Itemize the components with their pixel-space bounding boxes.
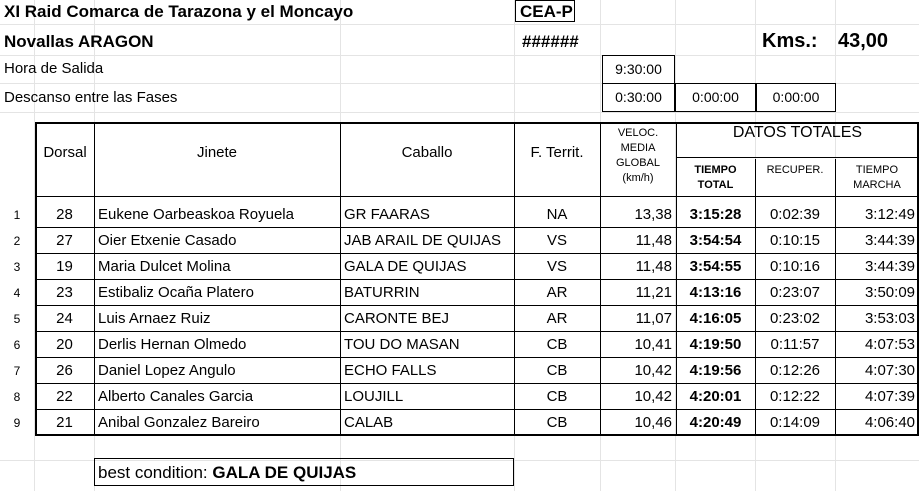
caballo-cell: GALA DE QUIJAS — [344, 258, 467, 275]
tiempo-total-cell: 4:20:01 — [689, 388, 742, 405]
tiempo-marcha-cell: 3:44:39 — [864, 258, 915, 275]
row-number: 1 — [13, 208, 21, 222]
best-condition-label: best condition: — [98, 463, 208, 482]
tiempo-total-cell: 4:20:49 — [689, 414, 742, 431]
best-condition-value: GALA DE QUIJAS — [212, 463, 357, 482]
overflow-cell[interactable]: ###### — [522, 32, 579, 51]
category-cell[interactable]: CEA-P — [515, 0, 575, 22]
table-row[interactable] — [0, 410, 919, 436]
tiempo-total-cell: 4:19:50 — [689, 336, 742, 353]
location-label: Novallas ARAGON — [4, 32, 154, 51]
dorsal-cell: 23 — [56, 284, 73, 301]
header-tiempo-total: TIEMPO TOTAL — [694, 164, 737, 191]
caballo-cell: CALAB — [344, 414, 394, 431]
tiempo-marcha-cell: 3:12:49 — [864, 206, 915, 223]
caballo-cell: TOU DO MASAN — [344, 336, 460, 353]
recuper-cell: 0:02:39 — [769, 206, 821, 223]
hora-salida-label: Hora de Salida — [4, 60, 104, 77]
row-number: 2 — [13, 234, 21, 248]
tiempo-total-cell: 4:19:56 — [689, 362, 742, 379]
dorsal-cell: 28 — [56, 206, 73, 223]
veloc-cell: 10,41 — [634, 336, 672, 353]
veloc-cell: 11,07 — [635, 310, 672, 327]
recuper-cell: 0:10:16 — [769, 258, 821, 275]
header-recuper: RECUPER. — [766, 164, 824, 176]
header-dorsal: Dorsal — [43, 144, 87, 161]
kms-label: Kms.: — [762, 30, 818, 52]
veloc-cell: 10,46 — [634, 414, 672, 431]
table-row[interactable] — [0, 306, 919, 332]
jinete-cell: Eukene Oarbeaskoa Royuela — [98, 206, 294, 223]
header-veloc: VELOC. MEDIA GLOBAL (km/h) — [615, 127, 661, 184]
descanso-cell-3[interactable]: 0:00:00 — [756, 83, 836, 112]
descanso-cell-2[interactable]: 0:00:00 — [675, 83, 756, 112]
jinete-cell: Daniel Lopez Angulo — [98, 362, 236, 379]
recuper-cell: 0:14:09 — [769, 414, 821, 431]
jinete-cell: Anibal Gonzalez Bareiro — [98, 414, 260, 431]
veloc-cell: 13,38 — [634, 206, 672, 223]
dorsal-cell: 21 — [56, 414, 73, 431]
descanso-label: Descanso entre las Fases — [4, 89, 178, 106]
kms-value: 43,00 — [838, 30, 889, 52]
jinete-cell: Estibaliz Ocaña Platero — [98, 284, 254, 301]
tiempo-marcha-cell: 4:07:39 — [864, 388, 915, 405]
territ-cell: AR — [546, 284, 568, 301]
table-row[interactable] — [0, 384, 919, 410]
territ-cell: VS — [546, 232, 567, 249]
recuper-cell: 0:12:26 — [769, 362, 821, 379]
table-row[interactable] — [0, 202, 919, 228]
veloc-cell: 11,21 — [635, 284, 672, 301]
jinete-cell: Alberto Canales Garcia — [98, 388, 254, 405]
row-number: 8 — [13, 390, 21, 404]
header-jinete: Jinete — [196, 144, 238, 161]
dorsal-cell: 19 — [56, 258, 73, 275]
table-row[interactable] — [0, 228, 919, 254]
row-number: 6 — [13, 338, 21, 352]
tiempo-total-cell: 3:54:55 — [689, 258, 742, 275]
table-row[interactable] — [0, 332, 919, 358]
row-number: 5 — [13, 312, 21, 326]
recuper-cell: 0:11:57 — [770, 336, 820, 353]
jinete-cell: Luis Arnaez Ruiz — [98, 310, 211, 327]
best-condition-cell[interactable] — [94, 458, 514, 486]
dorsal-cell: 20 — [56, 336, 73, 353]
table-row[interactable] — [0, 280, 919, 306]
hora-salida-cell[interactable]: 9:30:00 — [602, 55, 675, 84]
veloc-cell: 10,42 — [634, 362, 672, 379]
caballo-cell: JAB ARAIL DE QUIJAS — [344, 232, 501, 249]
territ-cell: CB — [546, 388, 568, 405]
dorsal-cell: 22 — [56, 388, 73, 405]
territ-cell: NA — [546, 206, 568, 223]
recuper-cell: 0:12:22 — [769, 388, 821, 405]
tiempo-total-cell: 3:15:28 — [689, 206, 742, 223]
descanso-cell-1[interactable]: 0:30:00 — [602, 83, 675, 112]
territ-cell: CB — [546, 362, 568, 379]
veloc-cell: 11,48 — [635, 258, 672, 275]
veloc-cell: 10,42 — [634, 388, 672, 405]
tiempo-total-cell: 3:54:54 — [689, 232, 742, 249]
jinete-cell: Derlis Hernan Olmedo — [98, 336, 247, 353]
recuper-cell: 0:23:02 — [769, 310, 821, 327]
tiempo-marcha-cell: 4:07:53 — [864, 336, 915, 353]
caballo-cell: ECHO FALLS — [344, 362, 437, 379]
tiempo-marcha-cell: 3:50:09 — [864, 284, 915, 301]
row-number: 9 — [13, 416, 21, 430]
caballo-cell: CARONTE BEJ — [344, 310, 450, 327]
header-tiempo-marcha: TIEMPO MARCHA — [853, 164, 901, 191]
tiempo-marcha-cell: 4:06:40 — [864, 414, 915, 431]
caballo-cell: GR FAARAS — [344, 206, 430, 223]
territ-cell: AR — [546, 310, 568, 327]
tiempo-marcha-cell: 4:07:30 — [864, 362, 915, 379]
territ-cell: CB — [546, 414, 568, 431]
caballo-cell: LOUJILL — [344, 388, 404, 405]
row-number: 7 — [13, 364, 21, 378]
dorsal-cell: 27 — [56, 232, 73, 249]
table-row[interactable] — [0, 358, 919, 384]
header-territ: F. Territ. — [530, 144, 584, 161]
tiempo-marcha-cell: 3:53:03 — [864, 310, 915, 327]
dorsal-cell: 26 — [56, 362, 73, 379]
row-number: 4 — [13, 286, 21, 300]
veloc-cell: 11,48 — [635, 232, 672, 249]
event-title: XI Raid Comarca de Tarazona y el Moncayo — [4, 2, 354, 21]
row-number: 3 — [13, 260, 21, 274]
jinete-cell: Oier Etxenie Casado — [98, 232, 237, 249]
table-row[interactable] — [0, 254, 919, 280]
territ-cell: VS — [546, 258, 567, 275]
tiempo-marcha-cell: 3:44:39 — [864, 232, 915, 249]
recuper-cell: 0:10:15 — [769, 232, 821, 249]
dorsal-cell: 24 — [56, 310, 73, 327]
tiempo-total-cell: 4:16:05 — [689, 310, 742, 327]
recuper-cell: 0:23:07 — [769, 284, 821, 301]
jinete-cell: Maria Dulcet Molina — [98, 258, 231, 275]
header-caballo: Caballo — [401, 144, 453, 161]
header-datos-totales: DATOS TOTALES — [732, 124, 863, 141]
caballo-cell: BATURRIN — [344, 284, 420, 301]
territ-cell: CB — [546, 336, 568, 353]
tiempo-total-cell: 4:13:16 — [689, 284, 742, 301]
